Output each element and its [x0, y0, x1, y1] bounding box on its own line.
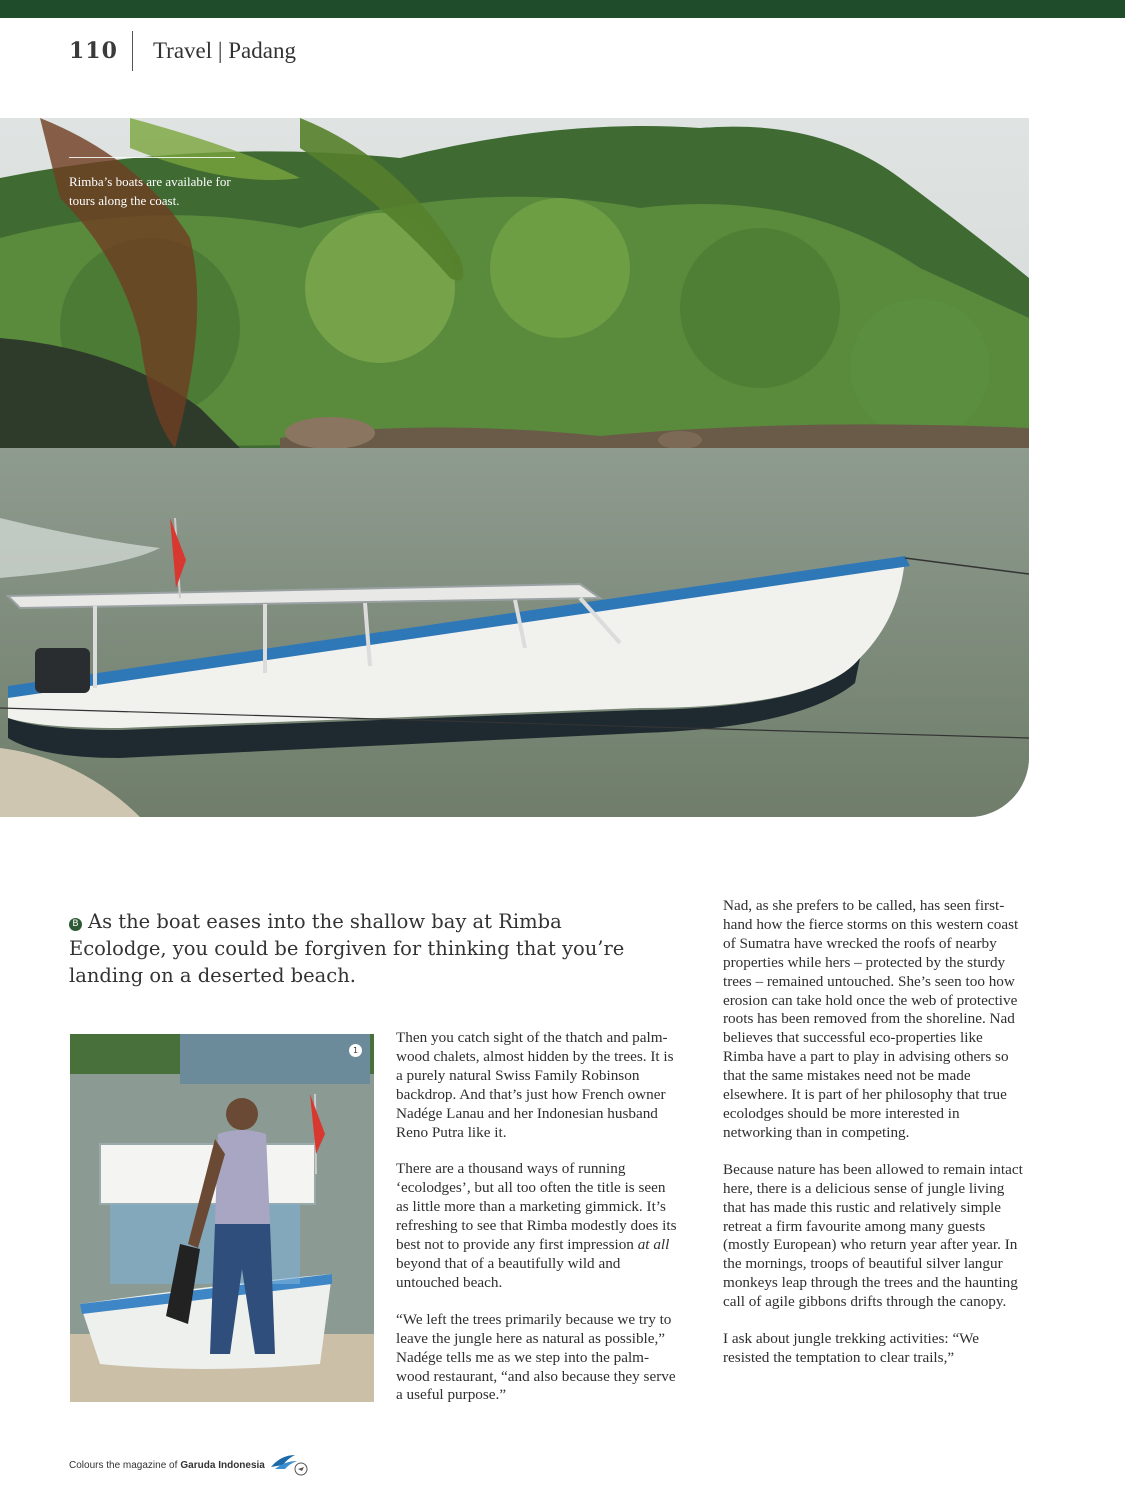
inset-badge: 1	[349, 1044, 362, 1057]
paragraph	[396, 1160, 681, 1292]
inset-photo	[70, 1034, 374, 1402]
paragraph-text: beyond that of a beautifully wild and untouched beach.	[396, 1254, 621, 1291]
paragraph: “We left the trees primarily because we try to leave the jungle here as natural as possible,” Nadége tells me as we step into the palm-wood restaurant, “and also because they serve a useful purpose.”	[396, 1310, 676, 1404]
hero-caption: Rimba’s boats are available for tours along the coast.	[69, 174, 231, 208]
hero-illustration	[0, 118, 1029, 817]
footer-brand: Garuda Indonesia	[180, 1459, 265, 1471]
emphasis-text: at all	[637, 1236, 670, 1254]
paragraph: Because nature has been allowed to remain intact here, there is a delicious sense of jungle living that has made this rustic and relatively simple retreat a firm favourite among many guests (mostly European) who return year after year. In the mornings, troops of beautiful silver langur monkeys leap through the trees and the haunting call of agile gibbons drifts through the canopy.	[723, 1160, 1023, 1311]
header-divider	[132, 31, 133, 71]
page-number: 110	[69, 38, 118, 64]
garuda-bird-icon	[269, 1453, 309, 1477]
top-color-bar	[0, 0, 1125, 18]
article-column-middle	[396, 1029, 681, 1423]
page-header	[69, 30, 296, 72]
lead-text: As the boat eases into the shallow bay at Rimba Ecolodge, you could be forgiven for thinking that you’re landing on a deserted beach.	[69, 910, 625, 987]
paragraph: Then you catch sight of the thatch and palm-wood chalets, almost hidden by the trees. It is a purely natural Swiss Family Robinson backdrop. And that’s just how French owner Nadége Lanau and her Indonesian husband Reno Putra like it.	[396, 1029, 674, 1141]
paragraph: Nad, as she prefers to be called, has seen first-hand how the fierce storms on this western coast of Sumatra have wrecked the roofs of nearby properties while hers – protected by the sturdy trees – remained untouched. She’s seen too how erosion can take hold once the web of protective roots has been removed from the shoreline. Nad believes that successful eco-properties like Rimba have a part to play in advising others so that the same mistakes need not be made elsewhere. It is part of her philosophy that true ecolodges should be more interested in networking than in competing.	[723, 897, 1019, 1141]
paragraph: I ask about jungle trekking activities: “We resisted the temptation to clear trails,”	[723, 1330, 980, 1366]
caption-rule	[69, 157, 235, 158]
section-title: Travel | Padang	[152, 38, 296, 63]
footer-prefix: Colours the magazine of	[69, 1459, 178, 1471]
footer	[69, 1453, 309, 1477]
article-column-right	[723, 897, 1023, 1386]
hero-photo	[0, 118, 1029, 817]
lead-paragraph	[69, 908, 659, 989]
inset-illustration	[70, 1034, 374, 1402]
lead-marker: B	[69, 918, 82, 931]
paragraph-text: There are a thousand ways of running ‘ecolodges’, but all too often the title is seen as little more than a marketing gimmick. It’s refreshing to see that Rimba modestly does its best not to provide any first impression	[396, 1160, 677, 1254]
